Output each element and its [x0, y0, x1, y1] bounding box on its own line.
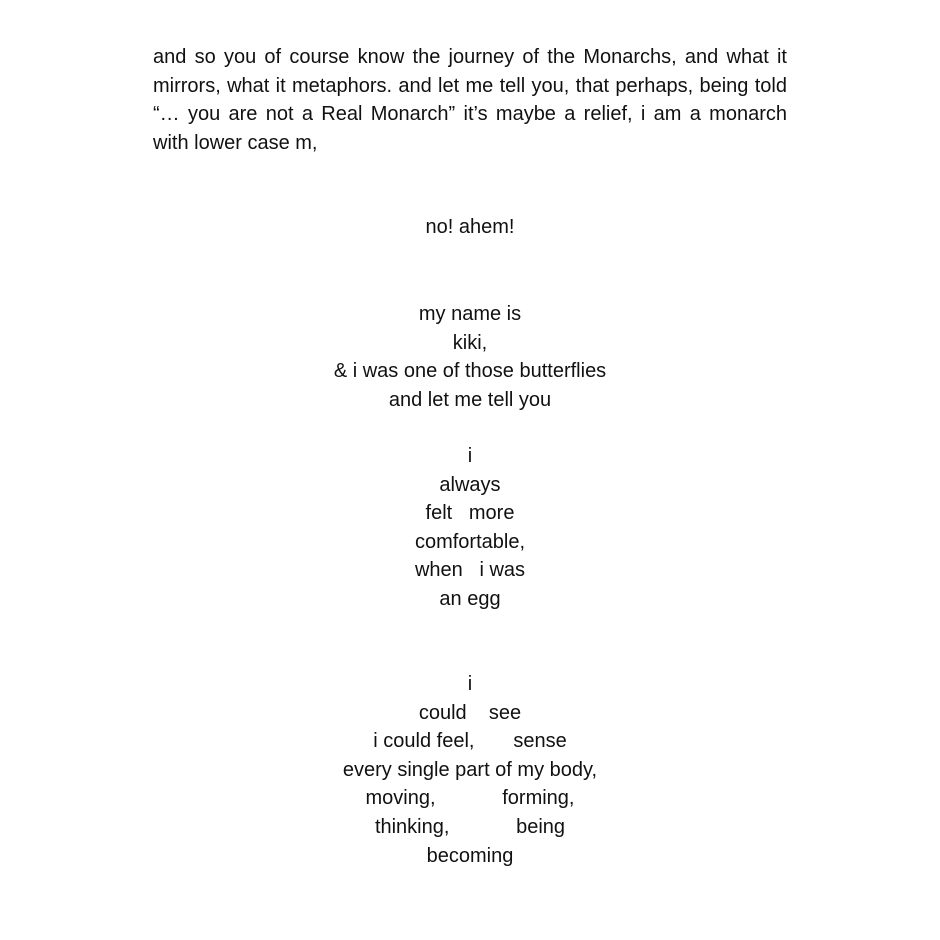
poem-line: could see: [418, 701, 522, 724]
opening-paragraph: and so you of course know the journey of the Monarchs, and what it mirrors, what it metaphors. and let me tell you, that perhaps, being told “… you are not a Real Monarch” it’s maybe a relief, i am a monarch with lower case m,: [153, 46, 787, 154]
poem-line: no! ahem!: [425, 216, 515, 238]
stanza-exclamation: [0, 213, 940, 242]
poem-line: moving, forming,: [365, 787, 575, 810]
poem-line: when i was: [414, 559, 526, 582]
poem-line: my name is: [418, 303, 522, 325]
poem-line: always: [439, 473, 501, 496]
stanza-introduction: [0, 300, 940, 414]
poem-line: an egg: [439, 587, 501, 610]
stanza-becoming: [0, 670, 940, 870]
poem-line: i could feel, sense: [373, 730, 567, 753]
stanza-egg: [0, 442, 940, 614]
poem-line: thinking, being: [374, 815, 566, 838]
poem-line: every single part of my body,: [342, 758, 598, 781]
poem-line: & i was one of those butterflies: [333, 360, 607, 383]
poem-line: i: [467, 445, 473, 467]
poem-line: kiki,: [452, 331, 488, 354]
poem-line: i: [467, 673, 473, 695]
poem-line: and let me tell you: [388, 388, 552, 411]
poem-line: becoming: [426, 844, 514, 867]
poem-line: comfortable,: [414, 530, 526, 553]
poem-line: felt more: [425, 502, 515, 525]
